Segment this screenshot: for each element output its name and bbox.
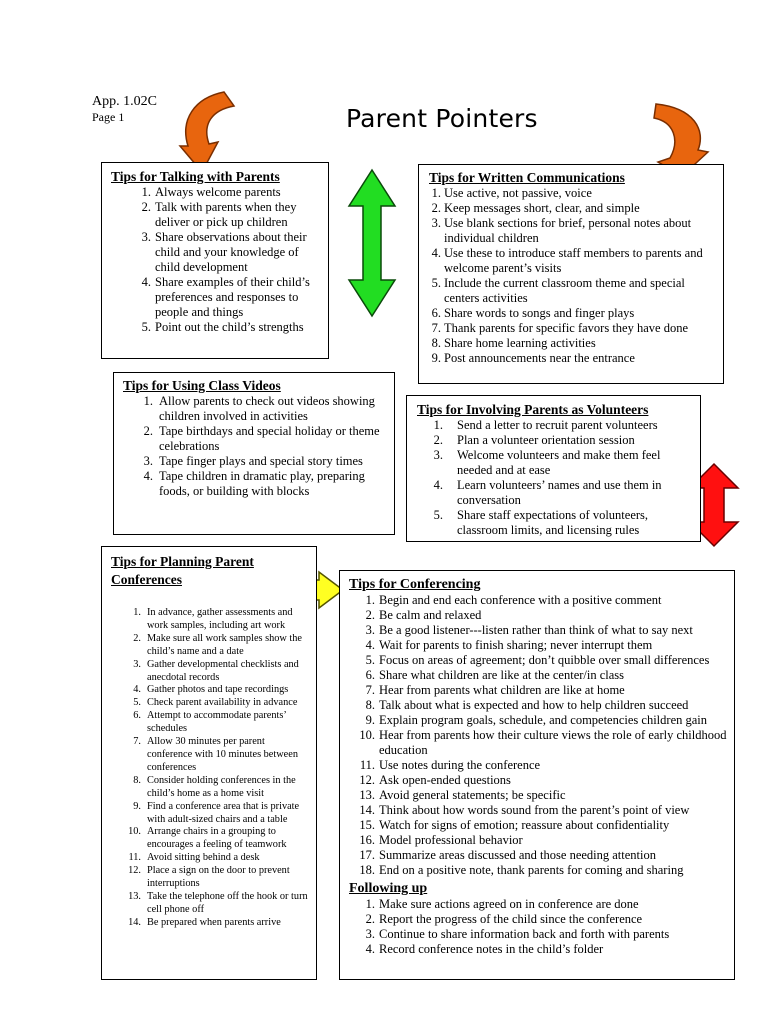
list-item: 3. Use blank sections for brief, personal notes about individual children [431, 216, 692, 245]
page-number: Page 1 [92, 110, 125, 124]
list-item: 4. Learn volunteers’ names and use them in conversation [433, 478, 662, 507]
list-item: 4. Share examples of their child’s preferences and responses to people and things [141, 275, 310, 319]
list-item: 3. Gather developmental checklists and anecdotal records [133, 658, 299, 683]
list-item: 13. Take the telephone off the hook or turn cell phone off [128, 890, 308, 915]
list-item: 1. Make sure actions agreed on in conference are done [365, 897, 639, 911]
list-item: 7. Hear from parents what children are like at home [365, 683, 625, 697]
list-item: 13. Avoid general statements; be specific [359, 788, 566, 802]
list-item: 3. Tape finger plays and special story times [143, 454, 363, 468]
list-item: 4. Wait for parents to finish sharing; never interrupt them [365, 638, 653, 652]
list-item: 5. Focus on areas of agreement; don’t quibble over small differences [365, 653, 710, 667]
list-item: 2. Be calm and relaxed [365, 608, 482, 622]
talking-box [101, 162, 329, 359]
app-code: App. 1.02C [92, 94, 157, 109]
list-item: 7. Thank parents for specific favors they have done [431, 321, 689, 335]
list-item: 2. Plan a volunteer orientation session [433, 433, 635, 447]
double-arrow-vertical-green-icon [347, 168, 397, 318]
list-item: 3. Share observations about their child and your knowledge of child development [141, 230, 307, 274]
written-title: Tips for Written Communications [429, 170, 625, 185]
list-item: 16. Model professional behavior [359, 833, 523, 847]
list-item: 2. Keep messages short, clear, and simple [431, 201, 640, 215]
list-item: 3. Welcome volunteers and make them feel needed and at ease [433, 448, 661, 477]
list-item: 8. Talk about what is expected and how to help children succeed [365, 698, 689, 712]
list-item: 2. Tape birthdays and special holiday or theme celebrations [143, 424, 380, 453]
volunteers-box [406, 395, 701, 542]
list-item: 17. Summarize areas discussed and those needing attention [359, 848, 657, 862]
talking-title: Tips for Talking with Parents [111, 169, 280, 184]
list-item: 5. Point out the child’s strengths [141, 320, 304, 334]
list-item: 5. Include the current classroom theme and special centers activities [431, 276, 685, 305]
list-item: 3. Be a good listener---listen rather than think of what to say next [365, 623, 693, 637]
conferencing-box [339, 570, 735, 980]
list-item: 12. Place a sign on the door to prevent interruptions [128, 865, 290, 890]
list-item: 8. Consider holding conferences in the child’s home as a home visit [133, 774, 296, 799]
list-item: 4. Use these to introduce staff members to parents and welcome parent’s visits [431, 246, 703, 275]
planning-box [101, 546, 317, 980]
list-item: 1. Always welcome parents [141, 185, 281, 199]
written-box [418, 164, 724, 384]
following-list [349, 897, 728, 957]
list-item: 4. Gather photos and tape recordings [133, 684, 289, 696]
list-item: 1. Begin and end each conference with a positive comment [365, 593, 662, 607]
list-item: 11. Avoid sitting behind a desk [128, 852, 260, 864]
videos-box [113, 372, 395, 535]
page-title: Parent Pointers [346, 104, 538, 133]
list-item: 9. Explain program goals, schedule, and competencies children gain [365, 713, 708, 727]
following-title: Following up [349, 881, 428, 896]
list-item: 1. Use active, not passive, voice [431, 186, 592, 200]
list-item: 2. Make sure all work samples show the child’s name and a date [133, 632, 302, 657]
list-item: 5. Check parent availability in advance [133, 697, 298, 709]
written-list [429, 186, 717, 366]
videos-title: Tips for Using Class Videos [123, 378, 281, 393]
list-item: 12. Ask open-ended questions [359, 773, 511, 787]
list-item: 8. Share home learning activities [431, 336, 596, 350]
list-item: 14. Think about how words sound from the parent’s point of view [359, 803, 690, 817]
list-item: 15. Watch for signs of emotion; reassure about confidentiality [359, 818, 670, 832]
list-item: 6. Attempt to accommodate parents’ schedules [133, 710, 287, 735]
list-item: 9. Find a conference area that is private with adult-sized chairs and a table [133, 800, 300, 825]
volunteers-list [417, 418, 694, 538]
list-item: 10. Arrange chairs in a grouping to encourages a feeling of teamwork [128, 826, 287, 851]
list-item: 11. Use notes during the conference [359, 758, 541, 772]
conferencing-list [349, 593, 728, 878]
talking-list [117, 185, 322, 335]
list-item: 4. Record conference notes in the child’s folder [365, 942, 604, 956]
list-item: 2. Report the progress of the child since the conference [365, 912, 643, 926]
list-item: 1. Allow parents to check out videos showing children involved in activities [143, 394, 375, 423]
list-item: 9. Post announcements near the entrance [431, 351, 635, 365]
list-item: 7. Allow 30 minutes per parent conference with 10 minutes between conferences [133, 736, 298, 773]
list-item: 14. Be prepared when parents arrive [128, 916, 281, 928]
planning-title: Tips for Planning Parent Conferences [111, 554, 254, 587]
conferencing-title: Tips for Conferencing [349, 577, 481, 592]
list-item: 3. Continue to share information back and forth with parents [365, 927, 670, 941]
list-item: 1. In advance, gather assessments and work samples, including art work [133, 607, 293, 631]
volunteers-title: Tips for Involving Parents as Volunteers [417, 402, 649, 417]
list-item: 10. Hear from parents how their culture views the role of early childhood education [359, 728, 727, 757]
list-item: 4. Tape children in dramatic play, preparing foods, or building with blocks [143, 469, 365, 498]
list-item: 2. Talk with parents when they deliver or pick up children [141, 200, 297, 229]
list-item: 18. End on a positive note, thank parents for coming and sharing [359, 863, 684, 877]
planning-list [111, 607, 310, 930]
videos-list [123, 394, 388, 499]
list-item: 5. Share staff expectations of volunteers, classroom limits, and licensing rules [433, 508, 649, 537]
list-item: 6. Share what children are like at the center/in class [365, 668, 625, 682]
list-item: 1. Send a letter to recruit parent volunteers [433, 418, 658, 432]
list-item: 6. Share words to songs and finger plays [431, 306, 635, 320]
